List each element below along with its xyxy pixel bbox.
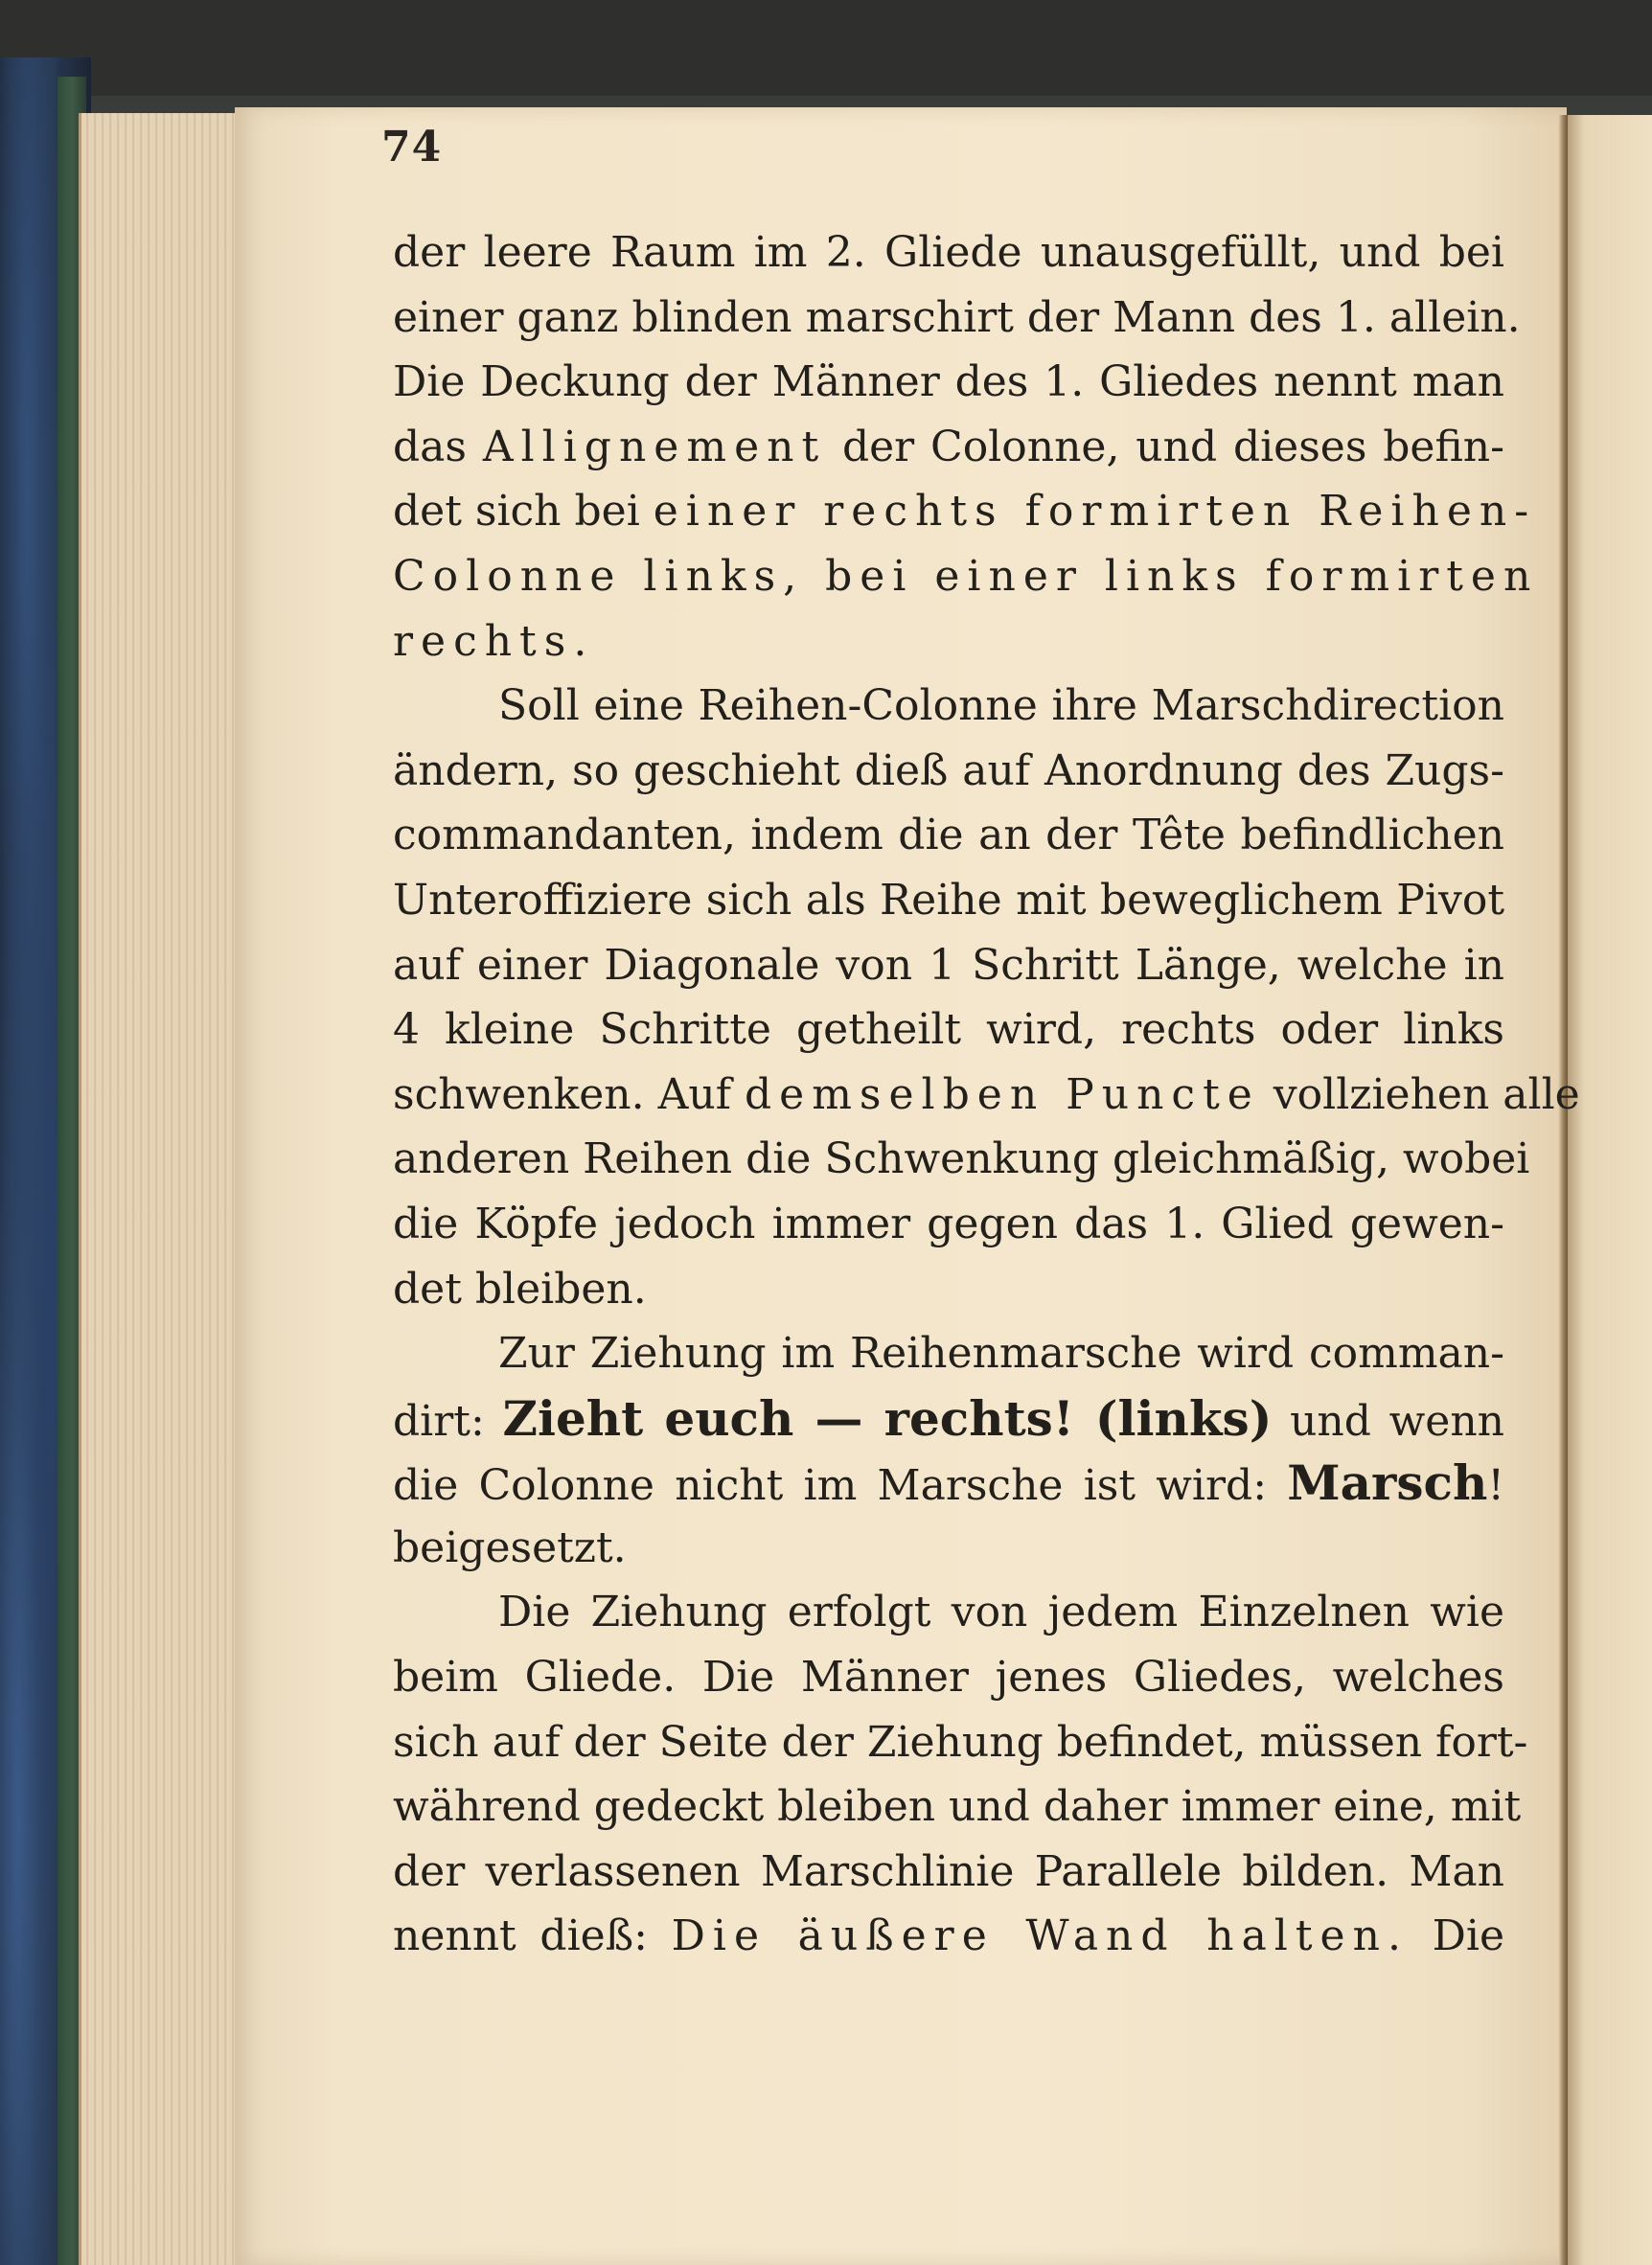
text-line: [393, 220, 1504, 286]
text-line: [393, 1451, 1504, 1516]
text-line: [393, 1127, 1530, 1192]
text-segment-big: Marsch: [1287, 1454, 1488, 1512]
text-line: [393, 479, 1537, 544]
text-line: [393, 1386, 1504, 1452]
text-line: [393, 1580, 1504, 1645]
text-segment-spaced: Colonne links, bei einer links formirten: [393, 551, 1539, 601]
text-line: [393, 1063, 1580, 1128]
text-line: [393, 997, 1504, 1063]
text-segment-spaced: Die äußere Wand halten.: [671, 1911, 1409, 1961]
page-body-text: [393, 220, 1580, 1969]
text-line: [393, 674, 1504, 739]
text-line: [393, 1710, 1528, 1775]
text-segment: ändern, so geschieht dieß auf Anordnung des Zugs-: [393, 745, 1504, 795]
text-line: [393, 1257, 1504, 1322]
background-top: [0, 0, 1652, 96]
text-line: [393, 933, 1504, 998]
text-segment: das: [393, 422, 483, 471]
text-line: [393, 1321, 1504, 1386]
text-segment: beigesetzt.: [393, 1522, 627, 1572]
text-segment: sich auf der Seite der Ziehung befindet, müssen fort-: [393, 1717, 1528, 1767]
text-line: [393, 868, 1504, 933]
text-segment-big: Zieht euch — rechts! (links): [502, 1389, 1273, 1447]
text-segment: det bleiben.: [393, 1264, 647, 1314]
text-line: [393, 415, 1504, 480]
text-segment: beim Gliede. Die Männer jenes Gliedes, welches: [393, 1653, 1504, 1703]
text-segment: der leere Raum im 2. Gliede unausgefüllt, und bei: [393, 228, 1504, 277]
text-segment: 4 kleine Schritte getheilt wird, rechts oder links: [393, 1005, 1504, 1055]
text-segment: schwenken. Auf: [393, 1069, 745, 1119]
text-segment: Unteroffiziere sich als Reihe mit beweglichem Pivot: [393, 875, 1504, 925]
text-line: [393, 1774, 1522, 1840]
text-segment: !: [1487, 1461, 1504, 1511]
text-segment: einer ganz blinden marschirt der Mann des 1. allein.: [393, 292, 1521, 342]
text-segment: Die: [1408, 1911, 1505, 1961]
text-segment: auf einer Diagonale von 1 Schritt Länge, welche in: [393, 940, 1504, 990]
text-segment: anderen Reihen die Schwenkung gleichmäßig, wobei: [393, 1134, 1530, 1184]
text-segment: und wenn: [1272, 1396, 1505, 1446]
text-segment: dirt:: [393, 1396, 503, 1446]
page-gutter: [1558, 115, 1568, 2265]
text-segment: Soll eine Reihen-Colonne ihre Marschdirection: [498, 681, 1504, 731]
text-line: [393, 609, 1504, 675]
text-segment: Zur Ziehung im Reihenmarsche wird comman-: [498, 1329, 1504, 1379]
text-segment: während gedeckt bleiben und daher immer eine, mit: [393, 1782, 1522, 1832]
text-segment: nennt dieß:: [393, 1911, 672, 1961]
text-segment: vollziehen alle: [1259, 1069, 1580, 1119]
text-segment: commandanten, indem die an der Tête befindlichen: [393, 811, 1504, 860]
text-segment-spaced: demselben Puncte: [745, 1069, 1260, 1119]
page-number: 74: [381, 123, 443, 172]
text-line: [393, 803, 1504, 868]
text-segment: die Köpfe jedoch immer gegen das 1. Glied gewen-: [393, 1199, 1504, 1248]
text-line: [393, 1904, 1504, 1969]
text-segment: der Colonne, und dieses befin-: [826, 422, 1504, 471]
text-line: [393, 1645, 1504, 1710]
text-segment-spaced: einer rechts formirten Reihen-: [653, 487, 1537, 537]
page-stack-edges: [79, 113, 244, 2265]
text-segment: det sich bei: [393, 487, 654, 537]
text-segment-spaced: Allignement: [482, 422, 827, 471]
text-segment: die Colonne nicht im Marsche ist wird:: [393, 1461, 1288, 1511]
text-segment: der verlassenen Marschlinie Parallele bilden. Man: [393, 1846, 1504, 1896]
text-line: [393, 739, 1504, 804]
text-line: [393, 1516, 1504, 1581]
text-line: [393, 350, 1504, 415]
text-line: [393, 1192, 1504, 1257]
text-segment: Die Deckung der Männer des 1. Gliedes nennt man: [393, 357, 1504, 407]
text-line: [393, 286, 1521, 351]
facing-page-edge: [1568, 115, 1652, 2265]
text-line: [393, 544, 1539, 609]
text-line: [393, 1840, 1504, 1905]
text-segment-spaced: rechts.: [393, 616, 595, 666]
text-segment: Die Ziehung erfolgt von jedem Einzelnen wie: [498, 1588, 1504, 1637]
